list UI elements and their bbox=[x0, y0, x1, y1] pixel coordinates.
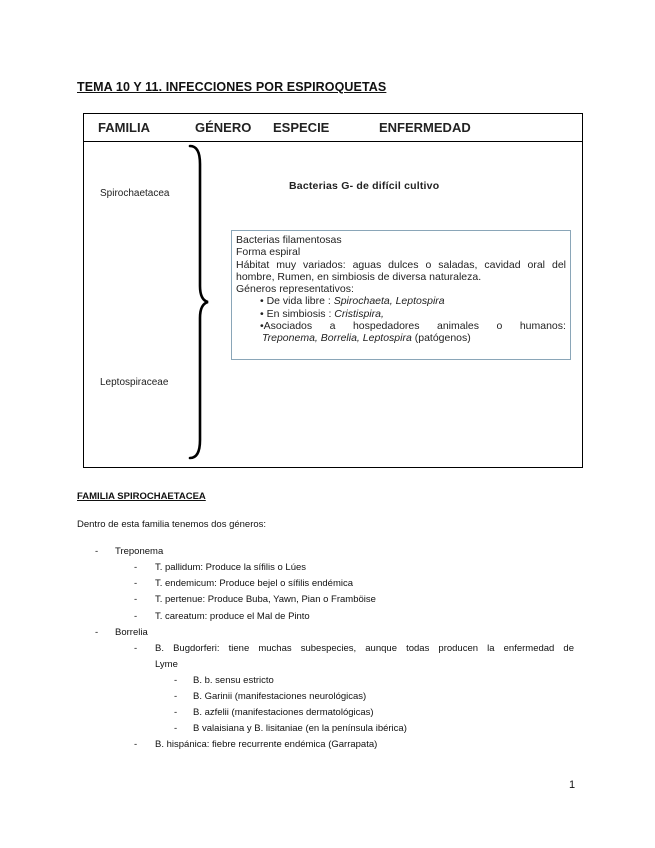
info-box bbox=[231, 230, 571, 360]
list-dash: - bbox=[174, 691, 178, 702]
list-item: B. Garinii (manifestaciones neurológicas) bbox=[193, 691, 367, 702]
info-bullet bbox=[236, 295, 566, 307]
list-item: B. b. sensu estricto bbox=[193, 675, 274, 686]
list-dash: - bbox=[95, 627, 99, 638]
list-item: T. pallidum: Produce la sífilis o Lúes bbox=[155, 562, 307, 573]
info-line: Hábitat muy variados: aguas dulces o saladas, cavidad oral del hombre, Rumen, en simbiosis de diversa naturaleza. bbox=[236, 258, 566, 283]
list-item: B. hispánica: fiebre recurrente endémica (Garrapata) bbox=[155, 739, 378, 750]
list-dash: - bbox=[134, 578, 138, 589]
bullet-genera: Treponema, Borrelia, Leptospira bbox=[262, 332, 412, 345]
info-line: Forma espiral bbox=[236, 246, 301, 259]
list-dash: - bbox=[174, 675, 178, 686]
info-line: Géneros representativos: bbox=[236, 283, 354, 296]
header-familia: FAMILIA bbox=[98, 120, 150, 135]
list-dash: - bbox=[134, 739, 138, 750]
list-dash: - bbox=[134, 562, 138, 573]
figure-headline: Bacterias G- de difícil cultivo bbox=[289, 180, 440, 192]
page-title: TEMA 10 Y 11. INFECCIONES POR ESPIROQUETAS bbox=[77, 80, 387, 94]
header-especie: ESPECIE bbox=[273, 120, 330, 135]
bullet-word: •Asociados bbox=[260, 320, 313, 333]
curly-brace-icon bbox=[184, 144, 214, 460]
page-number: 1 bbox=[569, 779, 576, 791]
list-item-treponema: Treponema bbox=[115, 546, 164, 557]
figure-header bbox=[84, 114, 582, 142]
list-item: B. azfelii (manifestaciones dermatológicas) bbox=[193, 707, 374, 718]
list-dash: - bbox=[174, 723, 178, 734]
family-spirochaetacea: Spirochaetacea bbox=[100, 188, 170, 199]
intro-text: Dentro de esta familia tenemos dos géneros: bbox=[77, 519, 267, 530]
list-dash: - bbox=[134, 611, 138, 622]
bullet-genera: Spirochaeta, Leptospira bbox=[333, 295, 445, 308]
list-item: B. Bugdorferi: tiene muchas subespecies, aunque todas producen la enfermedad de bbox=[155, 643, 574, 654]
bullet-word: humanos: bbox=[519, 320, 566, 333]
header-enfermedad: ENFERMEDAD bbox=[379, 120, 471, 135]
list-item: B valaisiana y B. lisitaniae (en la península ibérica) bbox=[193, 723, 407, 734]
list-item: T. careatum: produce el Mal de Pinto bbox=[155, 611, 310, 622]
bullet-genera: Cristispira, bbox=[334, 307, 384, 320]
list-item: T. endemicum: Produce bejel o sífilis endémica bbox=[155, 578, 354, 589]
list-item-borrelia: Borrelia bbox=[115, 627, 148, 638]
bullet-label: • De vida libre : bbox=[260, 295, 334, 308]
list-dash: - bbox=[174, 707, 178, 718]
section-title: FAMILIA SPIROCHAETACEA bbox=[77, 491, 206, 502]
family-leptospiraceae: Leptospiraceae bbox=[100, 377, 169, 388]
info-bullet bbox=[236, 308, 566, 320]
list-dash: - bbox=[134, 594, 138, 605]
info-bullet-continuation bbox=[236, 332, 566, 344]
classification-figure bbox=[83, 113, 583, 468]
bullet-label: • En simbiosis : bbox=[260, 307, 335, 320]
list-item: T. pertenue: Produce Buba, Yawn, Pian o Framböise bbox=[155, 594, 376, 605]
info-bullet bbox=[236, 320, 566, 332]
list-dash: - bbox=[95, 546, 99, 557]
header-genero: GÉNERO bbox=[195, 120, 252, 135]
bullet-tail: (patógenos) bbox=[411, 332, 471, 345]
bullet-word: animales bbox=[436, 320, 480, 333]
bullet-word: o bbox=[496, 320, 503, 333]
info-line: Bacterias filamentosas bbox=[236, 234, 342, 246]
bullet-word: hospedadores bbox=[352, 320, 420, 333]
list-item-continuation: Lyme bbox=[155, 659, 178, 670]
list-dash: - bbox=[134, 643, 138, 654]
bullet-word: a bbox=[329, 320, 336, 333]
